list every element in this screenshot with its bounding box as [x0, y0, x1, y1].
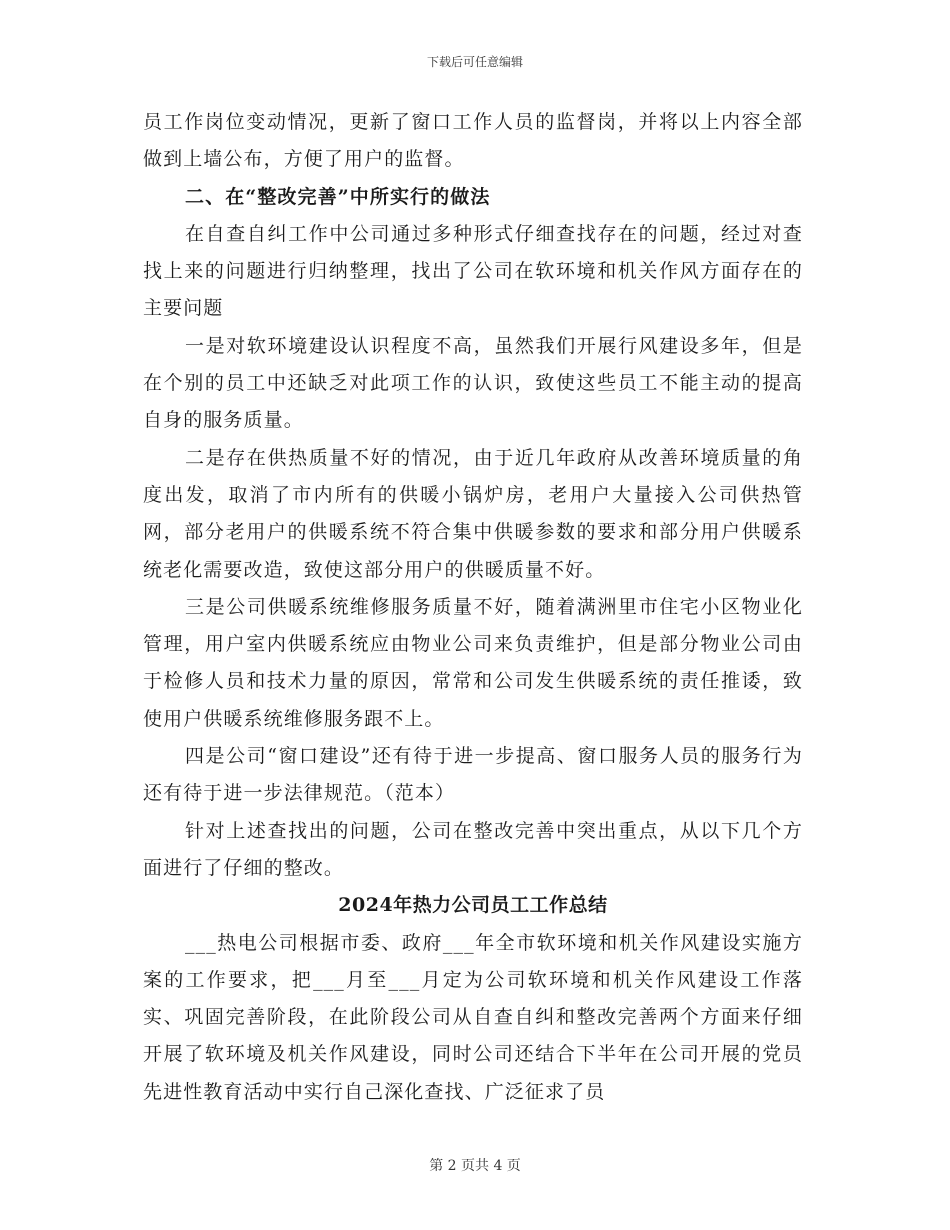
- paragraph-summary-intro: ___热电公司根据市委、政府___年全市软环境和机关作风建设实施方案的工作要求，把___月至___月定为公司软环境和机关作风建设工作落实、巩固完善阶段，在此阶段公司从自查自纠和整改完善两个方面来仔细开展了软环境及机关作风建设，同时公司还结合下半年在公司开展的党员先进性教育活动中实行自己深化查找、广泛征求了员: [143, 931, 803, 1103]
- paragraph-issue-two: 二是存在供热质量不好的情况，由于近几年政府从改善环境质量的角度出发，取消了市内所有的供暖小锅炉房，老用户大量接入公司供热管网，部分老用户的供暖系统不符合集中供暖参数的要求和部分用户供暖系统老化需要改造，致使这部分用户的供暖质量不好。: [143, 446, 803, 581]
- paragraph-rectification: 针对上述查找出的问题，公司在整改完善中突出重点，从以下几个方面进行了仔细的整改。: [143, 819, 803, 879]
- paragraph-continuation: 员工作岗位变动情况，更新了窗口工作人员的监督岗，并将以上内容全部做到上墙公布，方便了用户的监督。: [143, 111, 803, 171]
- document-body: [143, 104, 803, 1111]
- paragraph-self-inspection: 在自查自纠工作中公司通过多种形式仔细查找存在的问题，经过对查找上来的问题进行归纳整理，找出了公司在软环境和机关作风方面存在的主要问题: [143, 222, 803, 320]
- paragraph-issue-four: 四是公司“窗口建设”还有待于进一步提高、窗口服务人员的服务行为还有待于进一步法律规范。（范本）: [143, 745, 803, 805]
- section-heading: 二、在“整改完善”中所实行的做法: [185, 185, 491, 208]
- page-header: 下载后可任意编辑: [426, 55, 523, 69]
- paragraph-issue-three: 三是公司供暖系统维修服务质量不好，随着满洲里市住宅小区物业化管理，用户室内供暖系统应由物业公司来负责维护，但是部分物业公司由于检修人员和技术力量的原因，常常和公司发生供暖系统的责任推诿，致使用户供暖系统维修服务跟不上。: [143, 595, 803, 730]
- page-number: 第 2 页共 4 页: [429, 1158, 521, 1174]
- document-title: 2024年热力公司员工工作总结: [338, 894, 608, 917]
- paragraph-issue-one: 一是对软环境建设认识程度不高，虽然我们开展行风建设多年，但是在个别的员工中还缺乏对此项工作的认识，致使这些员工不能主动的提高自身的服务质量。: [143, 334, 803, 432]
